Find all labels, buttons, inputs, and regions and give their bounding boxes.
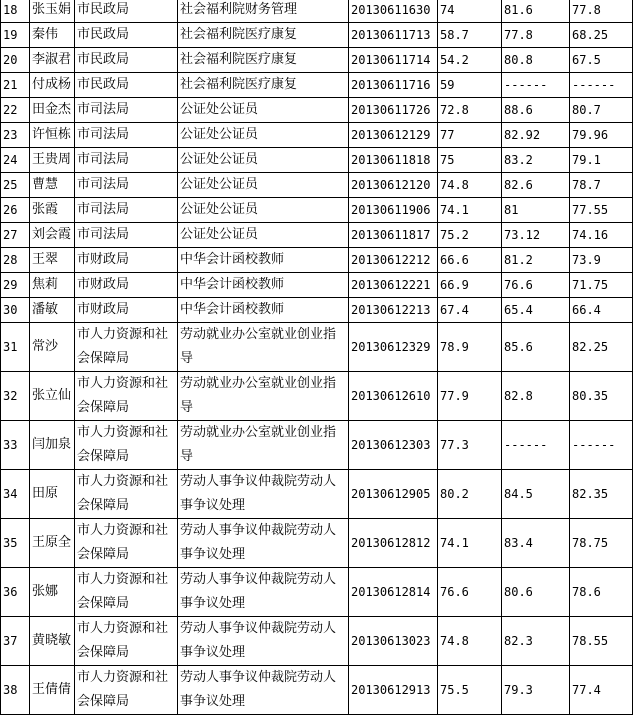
interview-score-cell: 73.12 — [502, 223, 570, 248]
position-cell: 公证处公证员 — [178, 123, 349, 148]
exam-id-cell: 20130612610 — [349, 372, 438, 421]
department-cell: 市司法局 — [75, 223, 178, 248]
interview-score-cell: ------ — [502, 73, 570, 98]
interview-score-cell: 81.2 — [502, 248, 570, 273]
exam-id-cell: 20130612814 — [349, 568, 438, 617]
seq-cell: 34 — [1, 470, 30, 519]
total-score-cell: 78.75 — [570, 519, 633, 568]
name-cell: 张霞 — [30, 198, 75, 223]
department-cell: 市司法局 — [75, 98, 178, 123]
exam-id-cell: 20130611817 — [349, 223, 438, 248]
department-cell: 市财政局 — [75, 248, 178, 273]
total-score-cell: 79.96 — [570, 123, 633, 148]
name-cell: 李淑君 — [30, 48, 75, 73]
name-cell: 张立仙 — [30, 372, 75, 421]
position-cell: 公证处公证员 — [178, 198, 349, 223]
department-cell: 市人力资源和社会保障局 — [75, 372, 178, 421]
table-row — [1, 148, 633, 173]
written-score-cell: 77 — [438, 123, 502, 148]
name-cell: 王贵周 — [30, 148, 75, 173]
interview-score-cell: 85.6 — [502, 323, 570, 372]
interview-score-cell: 82.8 — [502, 372, 570, 421]
table-row — [1, 519, 633, 568]
seq-cell: 32 — [1, 372, 30, 421]
seq-cell: 29 — [1, 273, 30, 298]
name-cell: 秦伟 — [30, 23, 75, 48]
seq-cell: 30 — [1, 298, 30, 323]
table-row — [1, 470, 633, 519]
written-score-cell: 77.9 — [438, 372, 502, 421]
table-row — [1, 666, 633, 715]
name-cell: 付成杨 — [30, 73, 75, 98]
name-cell: 张娜 — [30, 568, 75, 617]
total-score-cell: 82.25 — [570, 323, 633, 372]
interview-score-cell: 77.8 — [502, 23, 570, 48]
exam-id-cell: 20130611713 — [349, 23, 438, 48]
name-cell: 张玉娟 — [30, 0, 75, 23]
written-score-cell: 72.8 — [438, 98, 502, 123]
interview-score-cell: 82.92 — [502, 123, 570, 148]
exam-id-cell: 20130611716 — [349, 73, 438, 98]
department-cell: 市司法局 — [75, 198, 178, 223]
department-cell: 市人力资源和社会保障局 — [75, 519, 178, 568]
total-score-cell: 78.55 — [570, 617, 633, 666]
written-score-cell: 77.3 — [438, 421, 502, 470]
written-score-cell: 66.9 — [438, 273, 502, 298]
total-score-cell: 80.7 — [570, 98, 633, 123]
interview-score-cell: 80.8 — [502, 48, 570, 73]
table-row — [1, 198, 633, 223]
department-cell: 市财政局 — [75, 298, 178, 323]
seq-cell: 23 — [1, 123, 30, 148]
total-score-cell: 78.6 — [570, 568, 633, 617]
table-row — [1, 173, 633, 198]
seq-cell: 19 — [1, 23, 30, 48]
table-row — [1, 568, 633, 617]
seq-cell: 24 — [1, 148, 30, 173]
position-cell: 劳动就业办公室就业创业指导 — [178, 372, 349, 421]
interview-score-cell: 80.6 — [502, 568, 570, 617]
table-row — [1, 323, 633, 372]
interview-score-cell: 81.6 — [502, 0, 570, 23]
interview-score-cell: 84.5 — [502, 470, 570, 519]
position-cell: 劳动人事争议仲裁院劳动人事争议处理 — [178, 568, 349, 617]
department-cell: 市人力资源和社会保障局 — [75, 421, 178, 470]
seq-cell: 38 — [1, 666, 30, 715]
position-cell: 公证处公证员 — [178, 173, 349, 198]
department-cell: 市财政局 — [75, 273, 178, 298]
position-cell: 公证处公证员 — [178, 148, 349, 173]
position-cell: 劳动人事争议仲裁院劳动人事争议处理 — [178, 519, 349, 568]
written-score-cell: 67.4 — [438, 298, 502, 323]
department-cell: 市司法局 — [75, 148, 178, 173]
name-cell: 刘会霞 — [30, 223, 75, 248]
seq-cell: 20 — [1, 48, 30, 73]
interview-score-cell: 82.3 — [502, 617, 570, 666]
written-score-cell: 74.8 — [438, 173, 502, 198]
written-score-cell: 75.5 — [438, 666, 502, 715]
name-cell: 许恒栋 — [30, 123, 75, 148]
position-cell: 劳动就业办公室就业创业指导 — [178, 323, 349, 372]
position-cell: 中华会计函校教师 — [178, 248, 349, 273]
interview-score-cell: 83.4 — [502, 519, 570, 568]
table-body — [1, 0, 633, 715]
table-row — [1, 617, 633, 666]
department-cell: 市民政局 — [75, 73, 178, 98]
name-cell: 王原全 — [30, 519, 75, 568]
exam-id-cell: 20130613023 — [349, 617, 438, 666]
seq-cell: 22 — [1, 98, 30, 123]
name-cell: 田原 — [30, 470, 75, 519]
exam-id-cell: 20130611630 — [349, 0, 438, 23]
table-row — [1, 123, 633, 148]
exam-id-cell: 20130612905 — [349, 470, 438, 519]
exam-id-cell: 20130611714 — [349, 48, 438, 73]
exam-id-cell: 20130611818 — [349, 148, 438, 173]
total-score-cell: 77.55 — [570, 198, 633, 223]
total-score-cell: 73.9 — [570, 248, 633, 273]
department-cell: 市人力资源和社会保障局 — [75, 617, 178, 666]
seq-cell: 21 — [1, 73, 30, 98]
written-score-cell: 74 — [438, 0, 502, 23]
interview-score-cell: 79.3 — [502, 666, 570, 715]
exam-id-cell: 20130612329 — [349, 323, 438, 372]
name-cell: 潘敏 — [30, 298, 75, 323]
table-row — [1, 223, 633, 248]
exam-id-cell: 20130611906 — [349, 198, 438, 223]
name-cell: 王倩倩 — [30, 666, 75, 715]
position-cell: 社会福利院医疗康复 — [178, 48, 349, 73]
total-score-cell: 66.4 — [570, 298, 633, 323]
interview-score-cell: 81 — [502, 198, 570, 223]
exam-id-cell: 20130612221 — [349, 273, 438, 298]
name-cell: 闫加泉 — [30, 421, 75, 470]
seq-cell: 28 — [1, 248, 30, 273]
seq-cell: 27 — [1, 223, 30, 248]
total-score-cell: 68.25 — [570, 23, 633, 48]
department-cell: 市人力资源和社会保障局 — [75, 666, 178, 715]
seq-cell: 36 — [1, 568, 30, 617]
position-cell: 劳动人事争议仲裁院劳动人事争议处理 — [178, 470, 349, 519]
total-score-cell: ------ — [570, 73, 633, 98]
seq-cell: 18 — [1, 0, 30, 23]
seq-cell: 31 — [1, 323, 30, 372]
exam-id-cell: 20130612812 — [349, 519, 438, 568]
interview-score-cell: 76.6 — [502, 273, 570, 298]
table-row — [1, 0, 633, 23]
table-row — [1, 273, 633, 298]
seq-cell: 33 — [1, 421, 30, 470]
exam-id-cell: 20130612213 — [349, 298, 438, 323]
written-score-cell: 78.9 — [438, 323, 502, 372]
seq-cell: 35 — [1, 519, 30, 568]
position-cell: 劳动人事争议仲裁院劳动人事争议处理 — [178, 666, 349, 715]
total-score-cell: 80.35 — [570, 372, 633, 421]
table-row — [1, 421, 633, 470]
exam-id-cell: 20130612212 — [349, 248, 438, 273]
total-score-cell: ------ — [570, 421, 633, 470]
written-score-cell: 76.6 — [438, 568, 502, 617]
written-score-cell: 74.1 — [438, 519, 502, 568]
department-cell: 市民政局 — [75, 48, 178, 73]
total-score-cell: 74.16 — [570, 223, 633, 248]
position-cell: 中华会计函校教师 — [178, 273, 349, 298]
department-cell: 市人力资源和社会保障局 — [75, 470, 178, 519]
total-score-cell: 71.75 — [570, 273, 633, 298]
position-cell: 社会福利院医疗康复 — [178, 73, 349, 98]
written-score-cell: 75 — [438, 148, 502, 173]
interview-score-cell: 83.2 — [502, 148, 570, 173]
interview-score-cell: ------ — [502, 421, 570, 470]
department-cell: 市民政局 — [75, 23, 178, 48]
written-score-cell: 59 — [438, 73, 502, 98]
table-row — [1, 248, 633, 273]
department-cell: 市民政局 — [75, 0, 178, 23]
table-row — [1, 298, 633, 323]
department-cell: 市司法局 — [75, 123, 178, 148]
total-score-cell: 78.7 — [570, 173, 633, 198]
table-row — [1, 23, 633, 48]
exam-id-cell: 20130612303 — [349, 421, 438, 470]
department-cell: 市人力资源和社会保障局 — [75, 323, 178, 372]
name-cell: 常沙 — [30, 323, 75, 372]
exam-id-cell: 20130612129 — [349, 123, 438, 148]
table-row — [1, 98, 633, 123]
table-row — [1, 372, 633, 421]
exam-id-cell: 20130611726 — [349, 98, 438, 123]
written-score-cell: 58.7 — [438, 23, 502, 48]
position-cell: 公证处公证员 — [178, 98, 349, 123]
exam-id-cell: 20130612913 — [349, 666, 438, 715]
written-score-cell: 74.8 — [438, 617, 502, 666]
written-score-cell: 66.6 — [438, 248, 502, 273]
seq-cell: 26 — [1, 198, 30, 223]
position-cell: 社会福利院财务管理 — [178, 0, 349, 23]
position-cell: 劳动就业办公室就业创业指导 — [178, 421, 349, 470]
total-score-cell: 67.5 — [570, 48, 633, 73]
total-score-cell: 77.4 — [570, 666, 633, 715]
total-score-cell: 77.8 — [570, 0, 633, 23]
interview-score-cell: 65.4 — [502, 298, 570, 323]
name-cell: 曹慧 — [30, 173, 75, 198]
written-score-cell: 75.2 — [438, 223, 502, 248]
position-cell: 公证处公证员 — [178, 223, 349, 248]
written-score-cell: 54.2 — [438, 48, 502, 73]
interview-score-cell: 82.6 — [502, 173, 570, 198]
table-row — [1, 73, 633, 98]
name-cell: 黄晓敏 — [30, 617, 75, 666]
position-cell: 劳动人事争议仲裁院劳动人事争议处理 — [178, 617, 349, 666]
name-cell: 田金杰 — [30, 98, 75, 123]
table-row — [1, 48, 633, 73]
name-cell: 焦莉 — [30, 273, 75, 298]
seq-cell: 37 — [1, 617, 30, 666]
seq-cell: 25 — [1, 173, 30, 198]
position-cell: 社会福利院医疗康复 — [178, 23, 349, 48]
interview-score-cell: 88.6 — [502, 98, 570, 123]
name-cell: 王翠 — [30, 248, 75, 273]
written-score-cell: 80.2 — [438, 470, 502, 519]
exam-id-cell: 20130612120 — [349, 173, 438, 198]
department-cell: 市司法局 — [75, 173, 178, 198]
total-score-cell: 79.1 — [570, 148, 633, 173]
total-score-cell: 82.35 — [570, 470, 633, 519]
written-score-cell: 74.1 — [438, 198, 502, 223]
position-cell: 中华会计函校教师 — [178, 298, 349, 323]
department-cell: 市人力资源和社会保障局 — [75, 568, 178, 617]
